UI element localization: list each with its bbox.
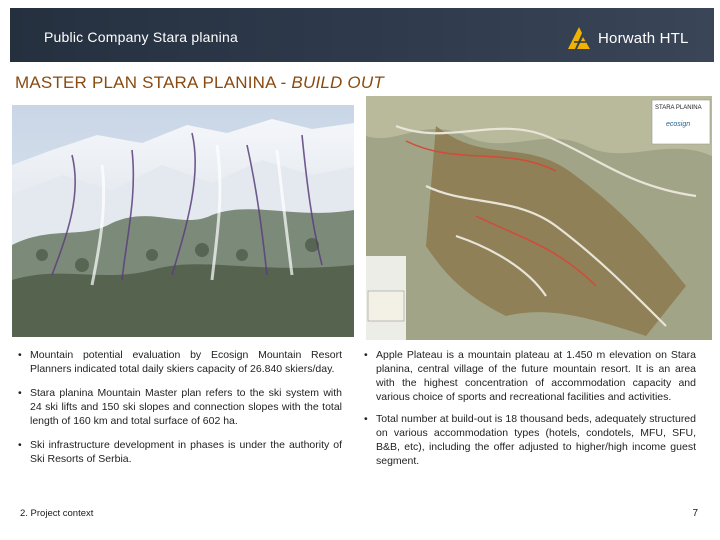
left-bullet: • Ski infrastructure development in phases is under the authority of Ski Resorts of Serbia.: [18, 438, 342, 466]
footer-section: 2. Project context: [20, 508, 94, 519]
ski-mountain-rendering: [12, 105, 354, 337]
master-plan-map: [366, 96, 712, 340]
right-text-column: [364, 348, 696, 476]
horwath-logo: [566, 24, 689, 52]
map-brand: ecosign: [666, 121, 691, 128]
logo-text: Horwath HTL: [598, 29, 689, 47]
title-main: MASTER PLAN STARA PLANINA -: [15, 73, 292, 92]
title-italic: BUILD OUT: [291, 73, 384, 92]
horwath-logo-icon: [566, 25, 592, 51]
page-number: 7: [692, 508, 698, 519]
slide-header: [0, 0, 720, 80]
right-bullet: • Apple Plateau is a mountain plateau at 1.450 m elevation on Stara planina, central village of the future mountain resort. It is an area with the highest concentration of accommodation capacity and various choice of sports and recreational facilities and activities.: [364, 348, 696, 404]
map-legend: [652, 100, 710, 144]
right-bullet: • Total number at build-out is 18 thousand beds, adequately structured on various accommodation types (hotels, condotels, MFU, SFU, B&B, etc), including the offer adjusted to higher/high income guest segment.: [364, 412, 696, 468]
company-name: Public Company Stara planina: [44, 29, 238, 45]
page-title: [15, 73, 384, 93]
map-label: STARA PLANINA: [655, 105, 702, 111]
left-text-column: [18, 348, 342, 476]
left-bullet: • Mountain potential evaluation by Ecosign Mountain Resort Planners indicated total daily skiers capacity of 26.840 skiers/day.: [18, 348, 342, 376]
left-bullet: • Stara planina Mountain Master plan refers to the ski system with 24 ski lifts and 150 ski slopes and connection slopes with the total length of 160 km and total surface of 602 ha.: [18, 386, 342, 428]
